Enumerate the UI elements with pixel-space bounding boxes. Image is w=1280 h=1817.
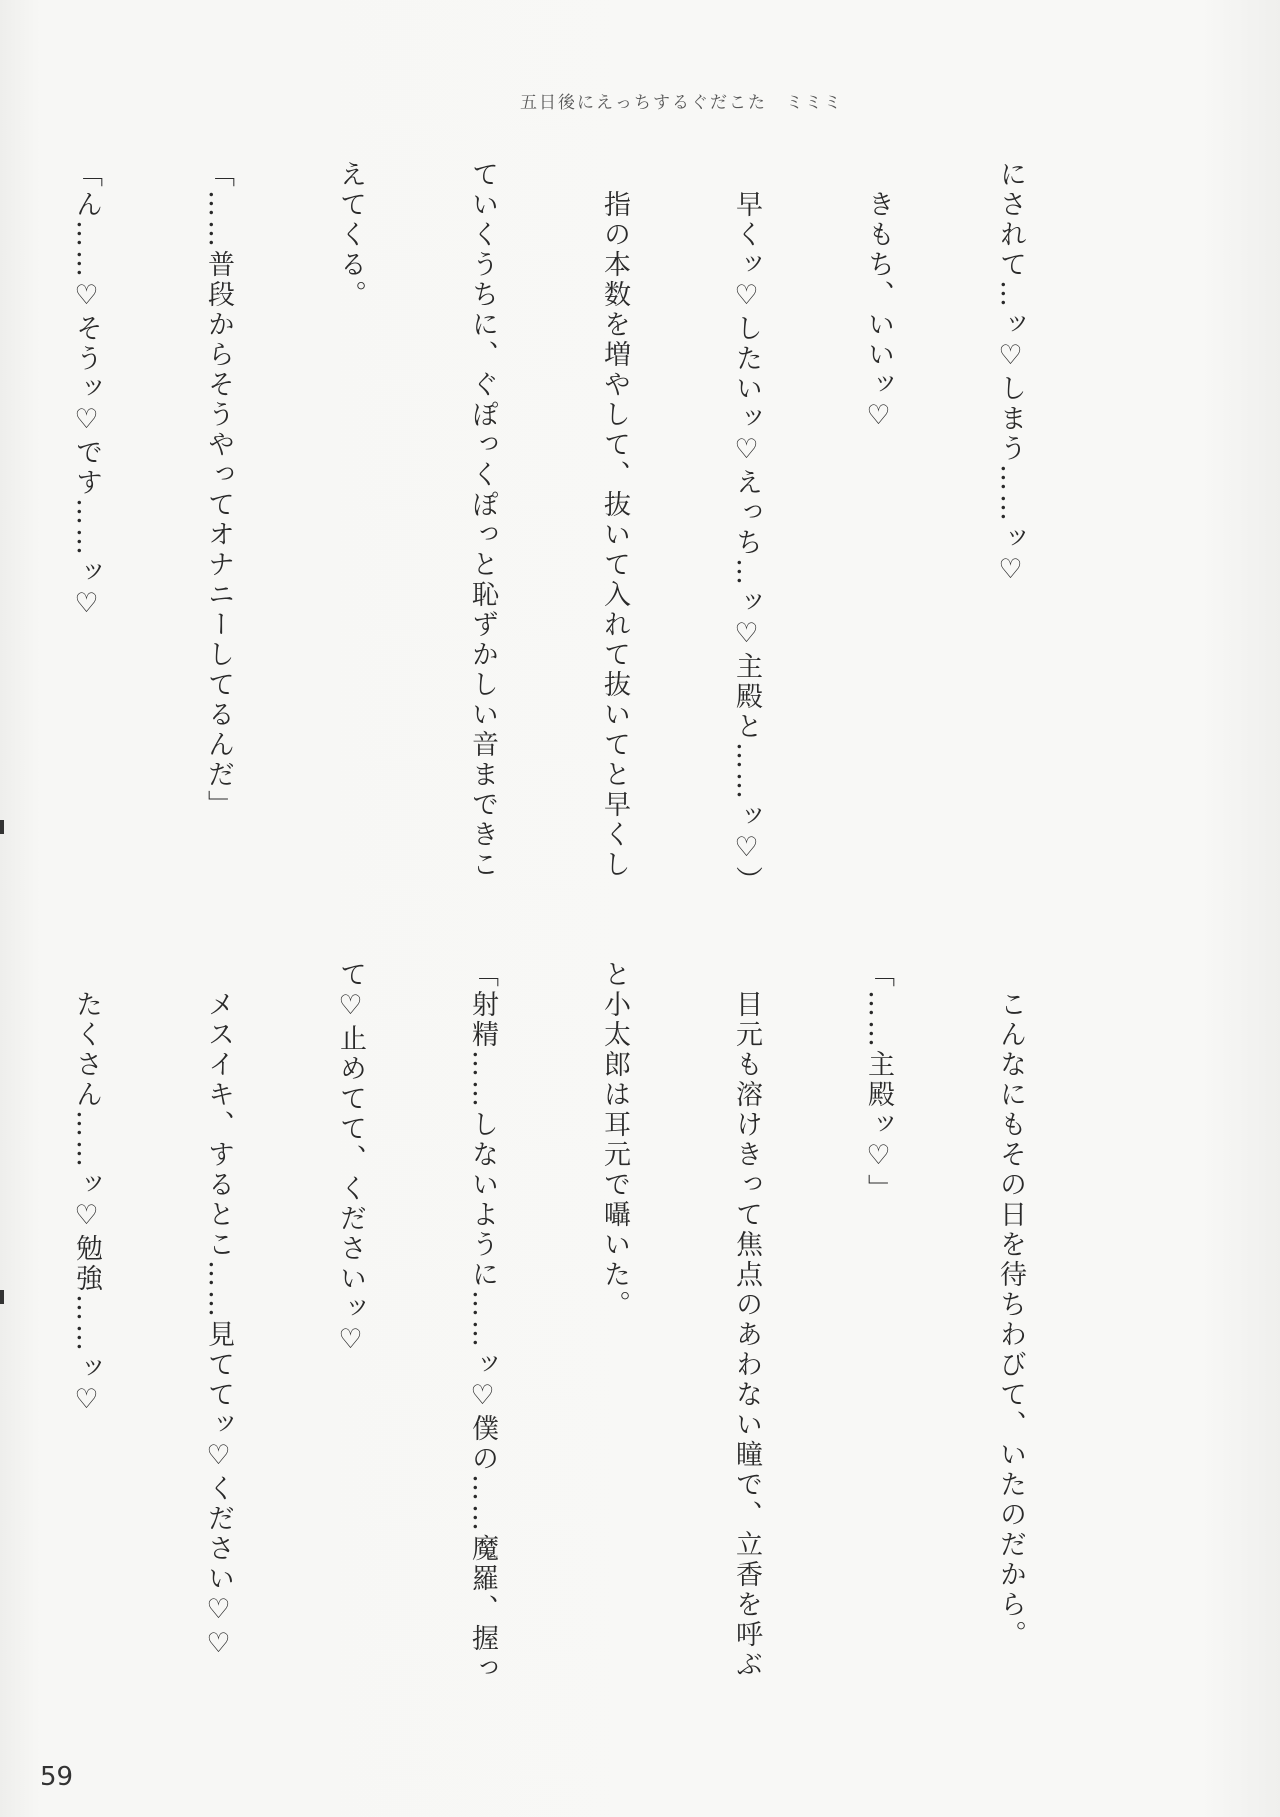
- text-line: メスイキ、するとこ……見ててッ♡ください♡♡: [203, 960, 234, 1662]
- text-line: と小太郎は耳元で囁いた。: [599, 960, 630, 1320]
- binding-mark: [0, 820, 4, 834]
- text-line: たくさん……ッ♡勉強……ッ♡: [71, 960, 102, 1418]
- page-number: 59: [40, 1762, 74, 1792]
- text-line: 「ん……♡そうッ♡です……ッ♡: [71, 160, 102, 622]
- text-line: にされて…ッ♡しまう……ッ♡: [995, 160, 1026, 588]
- text-line: 「……普段からそうやってオナニーしてるんだ」: [203, 160, 234, 820]
- text-line: 目元も溶けきって焦点のあわない瞳で、立香を呼ぶ: [731, 960, 762, 1680]
- text-line: こんなにもその日を待ちわびて、いたのだから。: [995, 960, 1026, 1650]
- text-line: 指の本数を増やして、抜いて入れて抜いてと早くし: [599, 160, 630, 880]
- text-line: て♡止めてて、くださいッ♡: [335, 960, 366, 1358]
- text-line: 「射精……しないように……ッ♡僕の……魔羅、握っ: [467, 960, 498, 1684]
- text-line: 「……主殿ッ♡」: [863, 960, 894, 1204]
- text-line: きもち、いいッ♡: [863, 160, 894, 434]
- text-block-bottom: [0, 960, 1120, 1684]
- binding-mark: [0, 1290, 4, 1304]
- text-line: ていくうちに、ぐぽっくぽっと恥ずかしい音まできこ: [467, 160, 498, 880]
- text-block-top: [0, 160, 1120, 896]
- text-line: 早くッ♡したいッ♡えっち…ッ♡主殿と……ッ♡）: [731, 160, 762, 896]
- running-header: 五日後にえっちするぐだこた ミミミ: [520, 93, 843, 113]
- text-line: えてくる。: [335, 160, 366, 310]
